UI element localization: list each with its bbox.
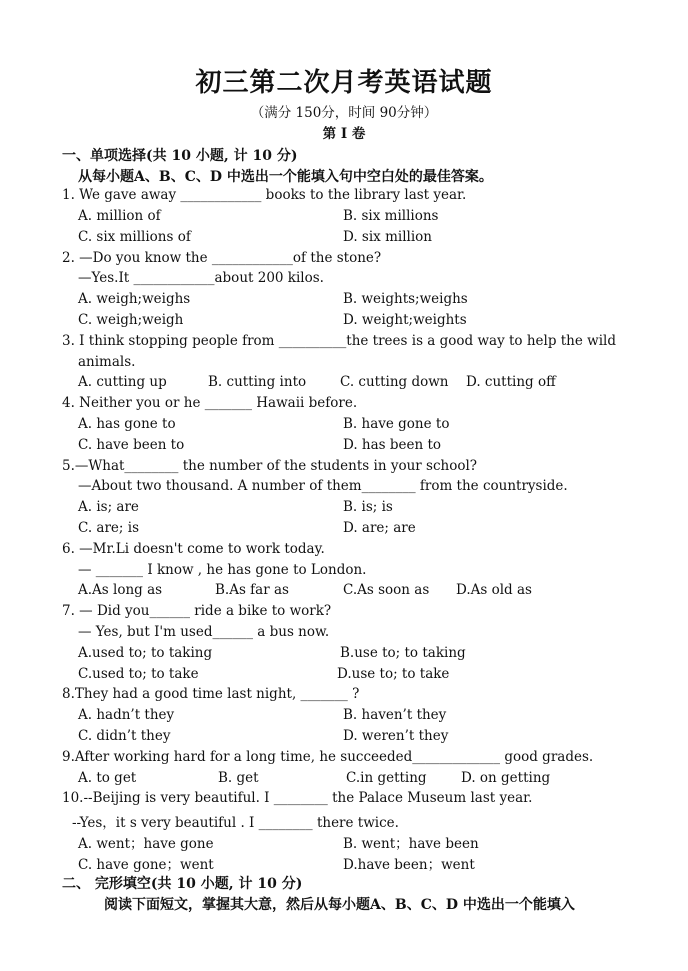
question-7-stem: 7. — Did you______ ride a bike to work? xyxy=(62,603,332,619)
question-3-option-d: D. cutting off xyxy=(466,374,556,390)
question-1-stem: 1. We gave away ____________ books to the library last year. xyxy=(62,187,467,203)
question-9-option-b: B. get xyxy=(218,770,259,786)
question-6-stem-line-2: — _______ I know , he has gone to London. xyxy=(78,562,367,578)
question-10-option-a: A. went；have gone xyxy=(78,836,214,852)
question-10-stem: 10.--Beijing is very beautiful. I ________ the Palace Museum last year. xyxy=(62,790,533,806)
question-6-option-a: A.As long as xyxy=(78,582,163,598)
page-title: 初三第二次月考英语试题 xyxy=(195,68,493,98)
question-5-option-a: A. is; are xyxy=(78,499,139,515)
part-label: 第 I 卷 xyxy=(322,126,366,142)
question-2-option-d: D. weight;weights xyxy=(343,312,467,328)
question-10-option-c: C. have gone；went xyxy=(78,857,214,873)
question-7-option-a: A.used to; to taking xyxy=(78,645,213,661)
question-1-option-d: D. six million xyxy=(343,229,432,245)
question-10-option-d: D.have been；went xyxy=(343,857,475,873)
question-3-stem-line-2: animals. xyxy=(78,354,136,370)
question-3-option-a: A. cutting up xyxy=(78,374,167,390)
question-5-option-d: D. are; are xyxy=(343,520,416,536)
question-4-option-d: D. has been to xyxy=(343,437,442,453)
section-1-instruction: 从每小题A、B、C、D 中选出一个能填入句中空白处的最佳答案。 xyxy=(78,169,493,185)
question-7-option-b: B.use to; to taking xyxy=(340,645,466,661)
section-1-heading: 一、单项选择(共 10 小题, 计 10 分) xyxy=(62,148,298,164)
question-8-stem: 8.They had a good time last night, _______ ? xyxy=(62,686,360,702)
question-4-stem: 4. Neither you or he _______ Hawaii before. xyxy=(62,395,358,411)
question-7-stem-line-2: — Yes, but I'm used______ a bus now. xyxy=(78,624,330,640)
question-4-option-b: B. have gone to xyxy=(343,416,450,432)
section-2-instruction: 阅读下面短文，掌握其大意，然后从每小题A、B、C、D 中选出一个能填入 xyxy=(104,897,575,913)
question-3-stem: 3. I think stopping people from __________the trees is a good way to help the wild xyxy=(62,333,616,349)
question-2-stem: 2. —Do you know the ____________of the stone? xyxy=(62,250,382,266)
question-10-stem-line-2: --Yes，it s very beautiful . I ________ there twice. xyxy=(72,815,399,831)
question-4-option-a: A. has gone to xyxy=(78,416,176,432)
question-2-option-c: C. weigh;weigh xyxy=(78,312,184,328)
question-6-stem: 6. —Mr.Li doesn't come to work today. xyxy=(62,541,325,557)
question-8-option-a: A. hadn’t they xyxy=(78,707,175,723)
question-1-option-b: B. six millions xyxy=(343,208,439,224)
question-7-option-c: C.used to; to take xyxy=(78,666,199,682)
question-9-option-a: A. to get xyxy=(78,770,137,786)
question-5-stem-line-2: —About two thousand. A number of them________ from the countryside. xyxy=(78,478,568,494)
score-time-note: （满分 150分，时间 90分钟） xyxy=(250,105,438,121)
question-7-option-d: D.use to; to take xyxy=(337,666,450,682)
question-3-option-c: C. cutting down xyxy=(340,374,449,390)
question-5-stem: 5.—What________ the number of the students in your school? xyxy=(62,458,478,474)
section-2-heading: 二、 完形填空(共 10 小题, 计 10 分) xyxy=(62,876,303,892)
question-8-option-c: C. didn’t they xyxy=(78,728,171,744)
question-8-option-d: D. weren’t they xyxy=(343,728,449,744)
question-9-stem: 9.After working hard for a long time, he succeeded_____________ good grades. xyxy=(62,749,594,765)
question-10-option-b: B. went；have been xyxy=(343,836,479,852)
question-8-option-b: B. haven’t they xyxy=(343,707,447,723)
question-4-option-c: C. have been to xyxy=(78,437,185,453)
question-6-option-d: D.As old as xyxy=(456,582,532,598)
question-2-option-a: A. weigh;weighs xyxy=(78,291,191,307)
question-3-option-b: B. cutting into xyxy=(208,374,307,390)
question-2-option-b: B. weights;weighs xyxy=(343,291,468,307)
question-6-option-c: C.As soon as xyxy=(343,582,430,598)
question-2-stem-line-2: —Yes.It ____________about 200 kilos. xyxy=(78,270,324,286)
question-1-option-a: A. million of xyxy=(78,208,161,224)
question-9-option-c: C.in getting xyxy=(346,770,427,786)
question-5-option-b: B. is; is xyxy=(343,499,393,515)
question-9-option-d: D. on getting xyxy=(461,770,551,786)
question-1-option-c: C. six millions of xyxy=(78,229,191,245)
question-6-option-b: B.As far as xyxy=(215,582,289,598)
question-5-option-c: C. are; is xyxy=(78,520,140,536)
